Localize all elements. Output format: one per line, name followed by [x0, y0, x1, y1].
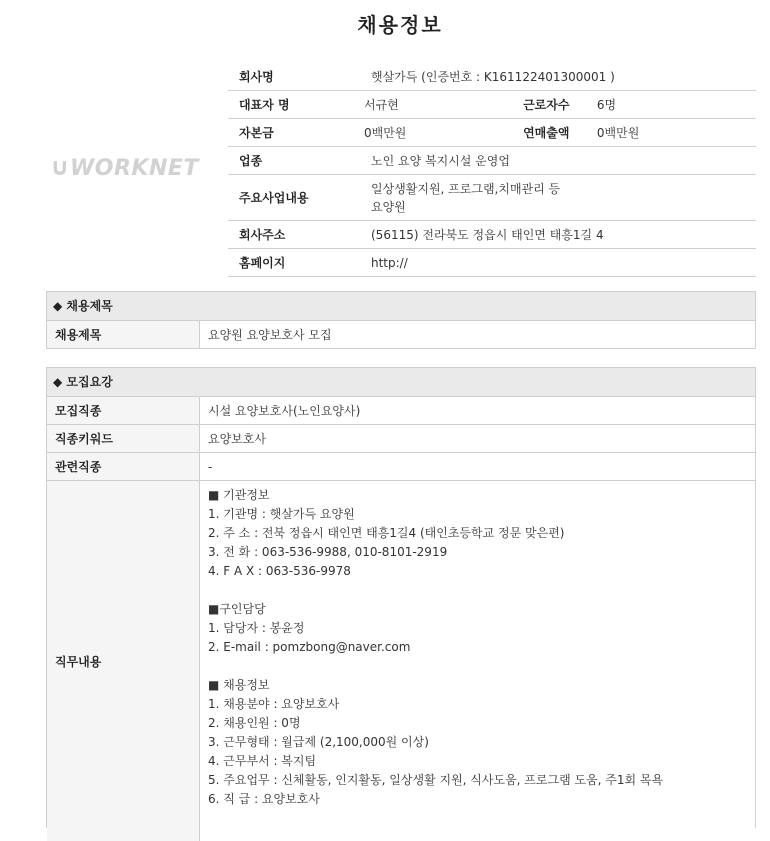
duty-line: 2. 주 소 : 전북 정읍시 태인면 태흥1길4 (태인초등학교 정문 맞은편)	[208, 526, 565, 540]
ceo-value: 서규현	[363, 98, 399, 112]
ceo-label: 대표자 명	[239, 98, 290, 112]
contact-block	[208, 600, 755, 657]
industry-value: 노인 요양 복지시설 운영업	[371, 154, 510, 168]
hiring-info-block	[208, 676, 755, 809]
duty-line: 4. 근무부서 : 복지팀	[208, 754, 317, 768]
worknet-logo: ∪WORKNET	[50, 153, 199, 181]
company-name-row	[228, 62, 756, 91]
duty-line: 3. 전 화 : 063-536-9988, 010-8101-2919	[208, 545, 448, 559]
business-label: 주요사업내용	[239, 191, 309, 205]
capital-row	[228, 119, 756, 147]
workers-label: 근로자수	[523, 98, 570, 112]
business-value	[371, 180, 756, 216]
homepage-row	[228, 249, 756, 277]
homepage-link[interactable]: http://	[371, 255, 408, 270]
homepage-label: 홈페이지	[239, 256, 286, 270]
recruit-title-section	[46, 291, 756, 349]
related-label: 관련직종	[47, 453, 200, 480]
company-name-value: 햇살가득 (인증번호 : K161122401300001 )	[371, 69, 615, 84]
recruit-title-label: 채용제목	[47, 321, 200, 348]
capital-value: 0백만원	[363, 126, 407, 140]
company-name-label: 회사명	[239, 69, 274, 84]
industry-label: 업종	[239, 154, 263, 168]
sales-value: 0백만원	[596, 126, 640, 140]
recruit-title-row	[47, 321, 755, 348]
duty-line: 2. 채용인원 : 0명	[208, 716, 301, 730]
business-value-line-1: 일상생활지원, 프로그램,치매관리 등	[371, 181, 561, 196]
business-value-line-2: 요양원	[371, 199, 406, 214]
duty-line: 2. E-mail : pomzbong@naver.com	[208, 640, 411, 654]
agency-info-block	[208, 486, 755, 581]
recruit-requirements-header: ◆ 모집요강	[47, 368, 755, 397]
related-value: -	[208, 459, 213, 474]
duty-label: 직무내용	[47, 481, 200, 841]
address-value: (56115) 전라북도 정읍시 태인면 태흥1길 4	[371, 228, 604, 242]
related-row	[47, 453, 755, 481]
address-row	[228, 221, 756, 249]
duty-content	[200, 481, 755, 841]
duty-line: 5. 주요업무 : 신체활동, 인지활동, 일상생활 지원, 식사도움, 프로그램 도움, 주1회 목욕	[208, 773, 664, 787]
logo-mark-icon: ∪	[50, 153, 70, 181]
workers-value: 6명	[596, 98, 617, 112]
capital-label: 자본금	[239, 126, 274, 140]
job-label: 모집직종	[47, 397, 200, 424]
recruit-title-header: ◆ 채용제목	[47, 292, 755, 321]
keyword-value: 요양보호사	[208, 432, 266, 446]
job-row	[47, 397, 755, 425]
address-label: 회사주소	[239, 228, 286, 242]
recruit-title-value: 요양원 요양보호사 모집	[208, 328, 332, 342]
sales-label: 연매출액	[523, 126, 570, 140]
page-title: 채용정보	[357, 13, 443, 37]
recruit-requirements-section	[46, 367, 756, 828]
duty-line: ■ 기관정보	[208, 488, 270, 502]
industry-row	[228, 147, 756, 175]
job-value: 시설 요양보호사(노인요양사)	[208, 404, 361, 418]
duty-line: 3. 근무형태 : 월급제 (2,100,000원 이상)	[208, 735, 429, 749]
keyword-label: 직종키워드	[47, 425, 200, 452]
duty-line: 4. F A X : 063-536-9978	[208, 564, 351, 578]
duty-line: 1. 기관명 : 햇살가득 요양원	[208, 507, 355, 521]
ceo-row	[228, 91, 756, 119]
duty-line: 6. 직 급 : 요양보호사	[208, 792, 320, 806]
company-info-table	[228, 62, 756, 277]
duty-row	[47, 481, 755, 841]
duty-line: 1. 담당자 : 봉윤정	[208, 621, 305, 635]
duty-line: 1. 채용분야 : 요양보호사	[208, 697, 340, 711]
keyword-row	[47, 425, 755, 453]
business-row	[228, 175, 756, 221]
duty-line: ■ 채용정보	[208, 678, 270, 692]
duty-line: ■구인담당	[208, 602, 266, 616]
